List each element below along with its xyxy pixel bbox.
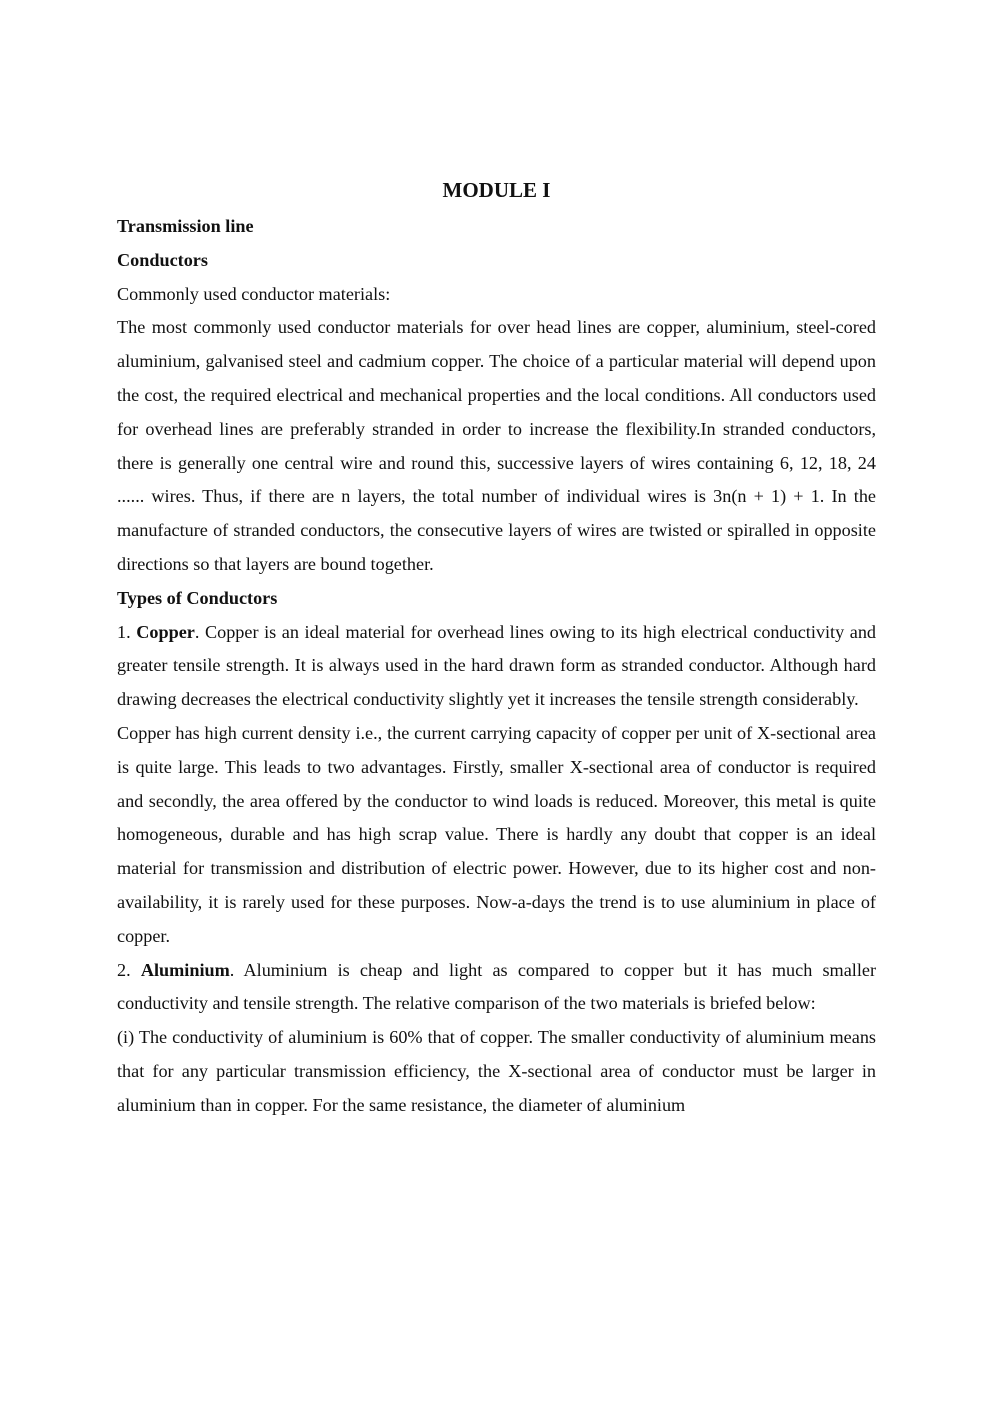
section-heading: Transmission line: [117, 216, 254, 236]
aluminium-text: . Aluminium is cheap and light as compared to copper but it has much smaller conductivity and tensile strength. The relative comparison of the two materials is briefed below:: [117, 959, 877, 1014]
aluminium-number: 2.: [117, 959, 131, 980]
intro-line: Commonly used conductor materials:: [117, 283, 391, 304]
page-title: MODULE I: [442, 178, 551, 202]
copper-text: . Copper is an ideal material for overhead lines owing to its high electrical conductivity and greater tensile strength. It is always used in the hard drawn form as stranded conductor. Although hard drawing decreases the electrical conductivity slightly yet it increases the tensile strength considerably.: [117, 621, 877, 710]
comparison-point-i: (i) The conductivity of aluminium is 60% that of copper. The smaller conductivity of aluminium means that for any particular transmission efficiency, the X-sectional area of conductor must be larger in aluminium than in copper. For the same resistance, the diameter of aluminium: [117, 1027, 876, 1115]
conductor-materials-paragraph: The most commonly used conductor materials for over head lines are copper, aluminium, steel-cored aluminium, galvanised steel and cadmium copper. The choice of a particular material will depend upon the cost, the required electrical and mechanical properties and the local conditions. All conductors used for overhead lines are preferably stranded in order to increase the flexibility.In stranded conductors, there is generally one central wire and round this, successive layers of wires containing 6, 12, 18, 24 ...... wires. Thus, if there are n layers, the total number of individual wires is 3n(n + 1) + 1. In the manufacture of stranded conductors, the consecutive layers of wires are twisted or spiralled in opposite directions so that layers are bound together.: [117, 317, 876, 574]
copper-number: 1.: [117, 621, 131, 642]
types-heading: Types of Conductors: [117, 587, 278, 608]
copper-density-paragraph: Copper has high current density i.e., the current carrying capacity of copper per unit of X-sectional area is quite large. This leads to two advantages. Firstly, smaller X-sectional area of conductor is required and secondly, the area offered by the conductor to wind loads is reduced. Moreover, this metal is quite homogeneous, durable and has high scrap value. There is hardly any doubt that copper is an ideal material for transmission and distribution of electric power. However, due to its higher cost and non-availability, it is rarely used for these purposes. Now-a-days the trend is to use aluminium in place of copper.: [117, 722, 876, 946]
copper-term: Copper: [136, 621, 195, 642]
subsection-heading: Conductors: [117, 249, 208, 270]
aluminium-paragraph: [117, 954, 876, 1022]
document-page: [117, 174, 876, 1123]
aluminium-term: Aluminium: [140, 959, 230, 980]
copper-paragraph: [117, 616, 876, 717]
